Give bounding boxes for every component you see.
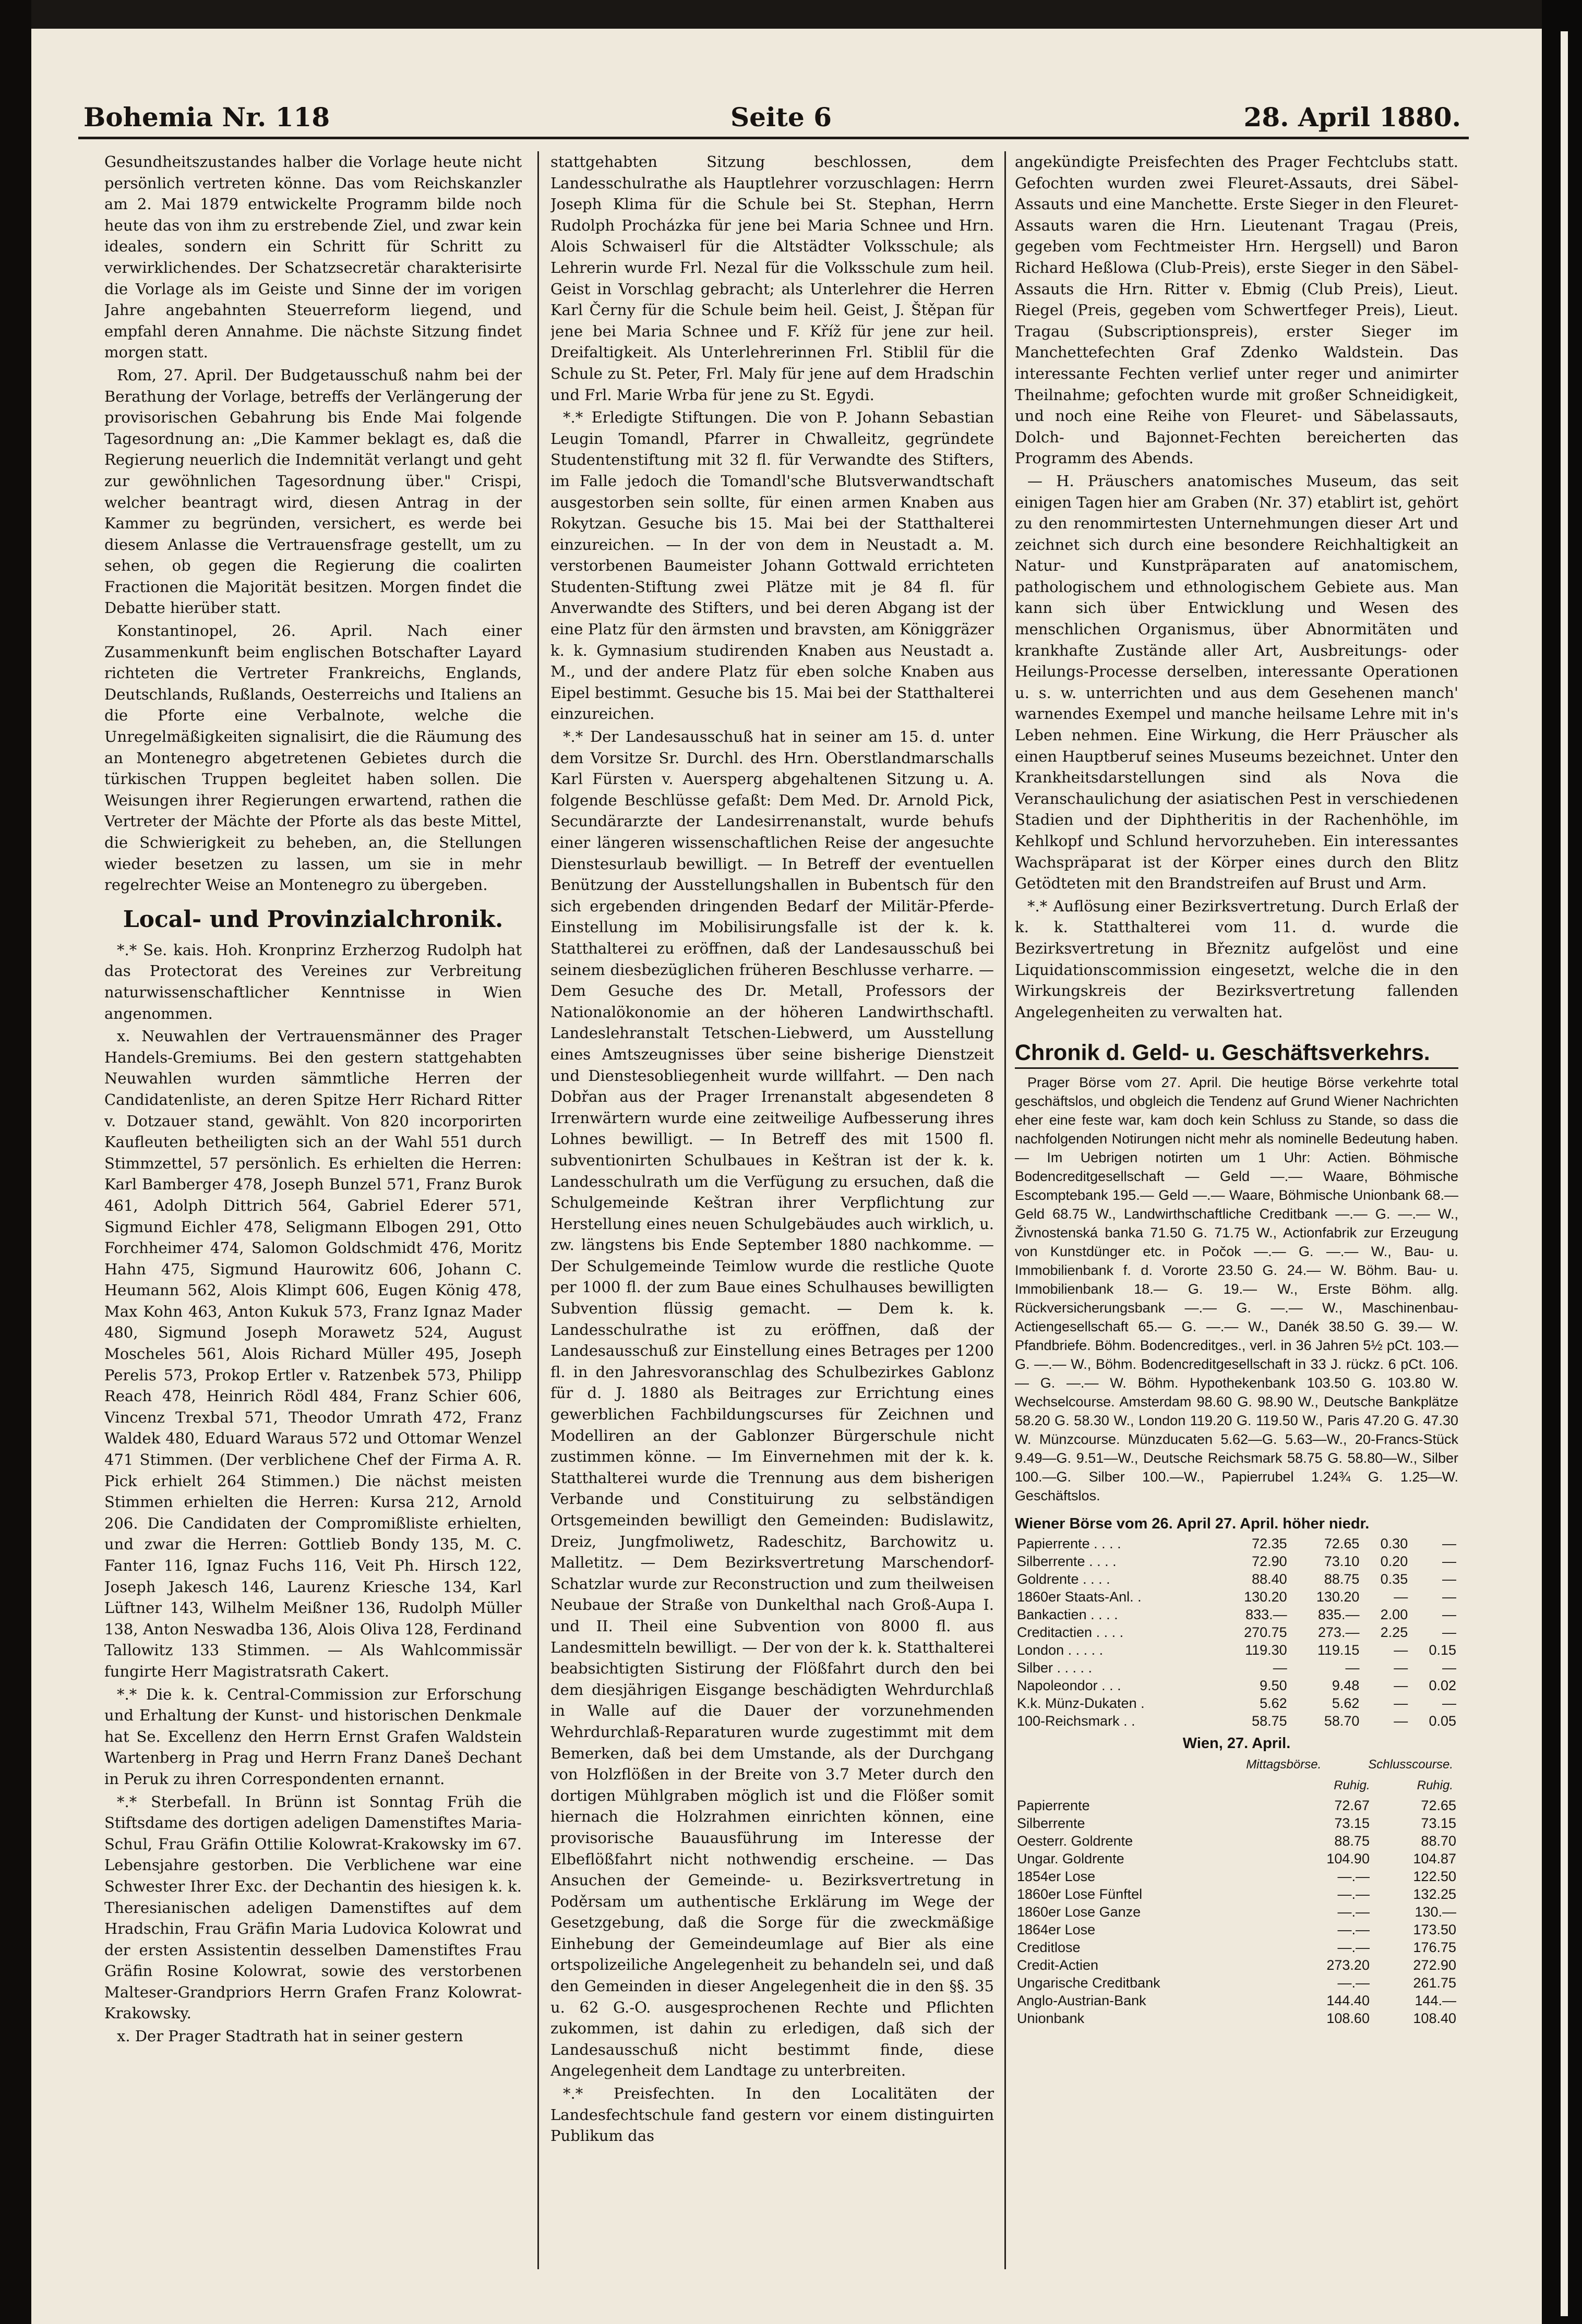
wiener-boerse-cell: 58.75 bbox=[1252, 1713, 1287, 1729]
wiener-boerse-row bbox=[1015, 1623, 1458, 1641]
wiener-boerse-row bbox=[1015, 1606, 1458, 1623]
wien-cell: Ungarische Creditbank bbox=[1017, 1974, 1160, 1991]
wiener-boerse-cell: 100-Reichsmark . . bbox=[1017, 1713, 1135, 1729]
wiener-boerse-row bbox=[1015, 1712, 1458, 1730]
wien-cell: 73.15 bbox=[1421, 1815, 1456, 1831]
wien-status-mittag: Ruhig. bbox=[1334, 1778, 1370, 1793]
wien-cell: 273.20 bbox=[1326, 1957, 1370, 1973]
wiener-boerse-row bbox=[1015, 1570, 1458, 1588]
wien-cell: Ungar. Goldrente bbox=[1017, 1850, 1124, 1867]
wien-cell: —.— bbox=[1337, 1904, 1370, 1920]
scan-left-edge bbox=[0, 0, 31, 2324]
scan-right-strip bbox=[1561, 31, 1568, 2316]
wien-cell: —.— bbox=[1337, 1868, 1370, 1884]
wiener-boerse-row bbox=[1015, 1677, 1458, 1694]
wiener-boerse-cell: 0.05 bbox=[1429, 1713, 1456, 1729]
wiener-boerse-row bbox=[1015, 1588, 1458, 1606]
chronik-heading: Chronik d. Geld- u. Geschäftsverkehrs. bbox=[1015, 1038, 1458, 1069]
wien-cell: Credit-Actien bbox=[1017, 1957, 1099, 1973]
article-kronprinz: *.* Se. kais. Hoh. Kronprinz Erzherzog Rudolph hat das Protectorat des Vereines zur Verbreitung naturwissenschaftlicher Kenntnisse in Wien angenommen. bbox=[104, 941, 522, 1022]
wiener-boerse-row bbox=[1015, 1552, 1458, 1570]
wiener-boerse-cell: Silber . . . . . bbox=[1017, 1659, 1093, 1676]
article-rom: Rom, 27. April. Der Budgetausschuß nahm bei der Berathung der Vorlage, betreffs der Verlängerung der provisorischen Gebahrung bis Ende Mai folgende Tagesordnung an: „Die Kammer beklagt es, daß die Regierung neuerlich die Indemnität verlangt und geht zur gewöhnlichen Tagesordnung über." Crispi, welcher beantragt wird, diesen Antrag in der Kammer zu begründen, versichert, es werde bei diesem Anlasse die Vertrauensfrage gestellt, um zu sehen, ob gegen die Regierung die coalirten Fractionen die Majorität besitzen. Morgen findet die Debatte hierüber statt. bbox=[104, 366, 522, 617]
wien-cell: 1864er Lose bbox=[1017, 1921, 1096, 1937]
wiener-boerse-heading: Wiener Börse vom 26. April 27. April. höher niedr. bbox=[1015, 1515, 1370, 1533]
wien-cell: —.— bbox=[1337, 1886, 1370, 1902]
column-3 bbox=[1015, 151, 1458, 2269]
wien-row bbox=[1015, 2009, 1458, 2027]
wien-heading: Wien, 27. April. bbox=[1182, 1735, 1291, 1752]
wiener-boerse-cell: — bbox=[1442, 1553, 1456, 1569]
wien-cell: 1854er Lose bbox=[1017, 1868, 1096, 1884]
wiener-boerse-cell: — bbox=[1394, 1695, 1408, 1711]
wiener-boerse-cell: 0.35 bbox=[1380, 1571, 1408, 1587]
wien-cell: 144.40 bbox=[1326, 1992, 1370, 2008]
wiener-boerse-cell: Creditactien . . . . bbox=[1017, 1624, 1124, 1640]
section-heading: Local- und Provinzialchronik. bbox=[123, 906, 504, 933]
wiener-boerse-cell: 5.62 bbox=[1332, 1695, 1360, 1711]
wiener-boerse-cell: Napoleondor . . . bbox=[1017, 1677, 1121, 1693]
wien-col-mittag: Mittagsbörse. bbox=[1246, 1757, 1322, 1772]
wiener-boerse-cell: — bbox=[1442, 1571, 1456, 1587]
wiener-boerse-cell: 0.02 bbox=[1429, 1677, 1456, 1693]
wien-cell: 72.65 bbox=[1421, 1797, 1456, 1813]
wiener-boerse-cell: 2.00 bbox=[1380, 1606, 1408, 1622]
wiener-boerse-cell: 9.50 bbox=[1260, 1677, 1287, 1693]
wiener-boerse-cell: London . . . . . bbox=[1017, 1642, 1104, 1658]
header-rule bbox=[78, 137, 1469, 139]
wien-cell: 108.40 bbox=[1413, 2010, 1456, 2026]
wiener-boerse-cell: Papierrente . . . . bbox=[1017, 1535, 1121, 1551]
article-bezirksvertretung: *.* Auflösung einer Bezirksvertretung. Durch Erlaß der k. k. Statthalterei vom 11. d. wurde die Bezirksvertretung in Březnitz aufgelöst und eine Liquidationscommission eingesetzt, welche die in den Wirkungskreis der Bezirksvertretung fallenden Angelegenheiten zu verwalten hat. bbox=[1015, 897, 1458, 1021]
wien-cell: 122.50 bbox=[1413, 1868, 1456, 1884]
wiener-boerse-cell: 1860er Staats-Anl. . bbox=[1017, 1588, 1142, 1605]
column-rule-2 bbox=[1004, 151, 1006, 2269]
wien-row bbox=[1015, 1903, 1458, 1921]
article-stadtrath: x. Der Prager Stadtrath hat in seiner gestern bbox=[117, 2027, 463, 2045]
wien-column-status bbox=[1015, 1775, 1458, 1797]
wien-cell: 132.25 bbox=[1413, 1886, 1456, 1902]
wiener-boerse-cell: 72.35 bbox=[1252, 1535, 1287, 1551]
wiener-boerse-cell: 270.75 bbox=[1244, 1624, 1287, 1640]
wiener-boerse-cell: Silberrente . . . . bbox=[1017, 1553, 1117, 1569]
wien-row bbox=[1015, 1956, 1458, 1974]
wien-cell: Unionbank bbox=[1017, 2010, 1085, 2026]
article-paragraph: Gesundheitszustandes halber die Vorlage heute nicht persönlich vertreten könne. Das vom Reichskanzler am 2. Mai 1879 entwickelte Programm bilde noch heute das von ihm zu erstrebende Ziel, und zwar kein ideales, sondern ein Schritt für Schritt zu verwirklichendes. Der Schatzsecretär charakterisirte die Vorlage als im Geiste und Sinne der im vorigen Jahre angebahnten Steuerreform liegend, und empfahl deren Annahme. Die nächste Sitzung findet morgen statt. bbox=[104, 153, 522, 362]
wien-cell: —.— bbox=[1337, 1921, 1370, 1937]
article-konstantinopel: Konstantinopel, 26. April. Nach einer Zusammenkunft beim englischen Botschafter Layard richteten die Vertreter Frankreichs, Englands, Deutschlands, Rußlands, Oesterreichs und Italiens an die Pforte eine Verbalnote, welche die Unregelmäßigkeiten signalisirt, die die Räumung des an Montenegro abgetretenen Gebietes durch die türkischen Truppen begleitet haben sollen. Die Weisungen ihrer Regierungen erwartend, rathen die Vertreter der Mächte der Pforte als das beste Mittel, die Schwierigkeit zu beheben, an, die Stellungen wieder besetzen zu lassen, um sie in mehr regelrechter Weise an Montenegro zu übergeben. bbox=[104, 622, 522, 894]
wien-row bbox=[1015, 1885, 1458, 1903]
wien-col-schluss: Schlusscourse. bbox=[1368, 1757, 1453, 1772]
wien-row bbox=[1015, 1832, 1458, 1850]
article-paragraph: stattgehabten Sitzung beschlossen, dem Landesschulrathe als Hauptlehrer vorzuschlagen: Herrn Joseph Klima für die Schule bei St. Stephan, Herrn Rudolph Procházka für jene bei Maria Schnee und Hrn. Alois Schwaiserl für die Altstädter Volksschule; als Lehrerin wurde Frl. Nezal für die Volksschule zum heil. Geist in Vorschlag gebracht; als Unterlehrer die Herren Karl Černy für die Schule beim heil. Geist, J. Štěpan für jene bei Maria Schnee und F. Kříž für jene zur heil. Dreifaltigkeit. Als Unterlehrerinnen Frl. Stiblil für die Schule zu St. Peter, Frl. Maly für jene auf dem Hradschin und Frl. Marie Wrba für jene zu St. Egydi. bbox=[550, 153, 994, 404]
wiener-boerse-cell: 72.65 bbox=[1324, 1535, 1360, 1551]
wien-row bbox=[1015, 1814, 1458, 1832]
column-rule-1 bbox=[537, 151, 539, 2269]
wien-cell: 272.90 bbox=[1413, 1957, 1456, 1973]
wiener-boerse-cell: — bbox=[1442, 1535, 1456, 1551]
wiener-boerse-cell: 9.48 bbox=[1332, 1677, 1360, 1693]
prager-boerse-report: Prager Börse vom 27. April. Die heutige Börse verkehrte total geschäftslos, und obgleich die Tendenz auf Grund Wiener Nachrichten eher eine feste war, kam doch kein Schluss zu Stande, so dass die nachfolgenden Notirungen nicht mehr als nominelle Bedeutung haben. — Im Uebrigen notirten um 1 Uhr: Actien. Böhmische Bodencreditgesellschaft — Geld —.— Waare, Böhmische Escomptebank 195.— Geld —.— Waare, Böhmische Unionbank 68.— Geld 68.75 W., Landwirthschaftliche Creditbank —.— G. —.— W., Živnostenská banka 71.50 G. 71.75 W., Actionfabrik zur Erzeugung von Kunstdünger etc. in Počok —.— G. —.— W., Bau- u. Immobilienbank f. d. Vororte 23.50 G. 24.— W. Böhm. Bau- u. Immobilienbank 18.— G. 19.— W., Erste Böhm. allg. Rückversicherungsbank —.— G. —.— W., Maschinenbau-Actiengesellschaft 65.— G. —.— W., Danék 38.50 G. 39.— W. Pfandbriefe. Böhm. Bodencreditges., verl. in 36 Jahren 5½ pCt. 103.— G. —.— W., Böhm. Bodencreditgesellschaft in 33 J. rückz. 6 pCt. 106.— G. —.— W. Böhm. Hypothekenbank 103.50 G. 103.80 W. Wechselcourse. Amsterdam 98.60 G. 98.90 W., Deutsche Bankplätze 58.20 G. 58.30 W., London 119.20 G. 119.50 W., Paris 47.20 G. 47.30 W. Münzcourse. Münzducaten 5.62—G. 5.63—W., 20-Francs-Stück 9.49—G. 9.51—W., Deutsche Reichsmark 58.75 G. 58.80—W., Silber 100.—G. Silber 100.—W., Papierrubel 1.24¾ G. 1.25—W. Geschäftslos. bbox=[1015, 1075, 1458, 1504]
wien-cell: 104.90 bbox=[1326, 1850, 1370, 1867]
wiener-boerse-cell: 72.90 bbox=[1252, 1553, 1287, 1569]
wiener-boerse-cell: 0.30 bbox=[1380, 1535, 1408, 1551]
article-stiftungen: *.* Erledigte Stiftungen. Die von P. Johann Sebastian Leugin Tomandl, Pfarrer in Chwalleitz, gegründete Studentenstiftung mit 32 fl. für Verwandte des Stifters, im Falle jedoch die Tomandl'sche Blutsverwandtschaft ausgestorben sein sollte, für einen armen Knaben aus Rokytzan. Gesuche bis 15. Mai bei der Statthalterei einzureichen. — In der von dem in Neustadt a. M. verstorbenen Baumeister Johann Gottwald errichteten Studenten-Stiftung zwei Plätze mit je 84 fl. für Anverwandte des Stifters, und bei deren Abgang ist der eine Platz für den ärmsten und bravsten, am Königgräzer k. k. Gymnasium studirenden Knaben aus Neustadt a. M., und der andere Platz für eben solche Knaben aus Eipel bestimmt. Gesuche bis 15. Mai bei der Statthalterei einzureichen. bbox=[550, 408, 994, 723]
wien-cell: 261.75 bbox=[1413, 1974, 1456, 1991]
wien-cell: 144.— bbox=[1415, 1992, 1456, 2008]
wiener-boerse-row bbox=[1015, 1659, 1458, 1677]
wien-row bbox=[1015, 1992, 1458, 2009]
article-neuwahlen: x. Neuwahlen der Vertrauensmänner des Prager Handels-Gremiums. Bei den gestern stattgehabten Neuwahlen wurden sämmtliche Herren der Candidatenliste, an deren Spitze Herr Richard Ritter v. Dotzauer stand, gewählt. Von 820 incorporirten Kaufleuten betheiligten sich an der Wahl 551 durch Stimmzettel, 57 persönlich. Es erhielten die Herren: Karl Bamberger 478, Joseph Bunzel 571, Franz Burok 461, Adolph Dittrich 564, Gabriel Ederer 571, Sigmund Eichler 478, Seligmann Elbogen 291, Otto Forchheimer 474, Salomon Goldschmidt 476, Moritz Hahn 475, Sigmund Haurowitz 606, Johann C. Heumann 562, Alois Klimpt 606, Eugen König 478, Max Kohn 463, Anton Kukuk 573, Franz Ignaz Mader 480, Sigmund Joseph Morawetz 524, August Moscheles 561, Alois Richard Müller 495, Joseph Perelis 573, Prokop Ertler v. Ratzenbek 573, Philipp Reach 478, Heinrich Rödl 484, Franz Schier 606, Vincenz Trexbal 571, Theodor Umrath 472, Franz Waldek 480, Eduard Waraus 572 und Ottomar Wenzel 471 Stimmen. (Der verblichene Chef der Firma A. R. Pick erhielt 264 Stimmen.) Die nächst meisten Stimmen erhielten die Herren: Kursa 212, Arnold 206. Die Candidaten der Compromißliste erhielten, und zwar die Herren: Gottlieb Bondy 135, M. C. Fanter 116, Ignaz Fuchs 116, Veit Ph. Hirsch 122, Joseph Jakesch 146, Laurenz Kriesche 134, Karl Lüftner 143, Wilhelm Meißner 136, Rudolph Müller 138, Anton Neswadba 136, Alois Oliva 128, Ferdinand Tallowitz 133 Stimmen. — Als Wahlcommissär fungirte Herr Magistratsrath Cakert. bbox=[104, 1027, 522, 1680]
wiener-boerse-cell: — bbox=[1273, 1659, 1287, 1676]
wiener-boerse-cell: 119.15 bbox=[1317, 1642, 1360, 1658]
wiener-boerse-cell: — bbox=[1394, 1588, 1408, 1605]
page-header bbox=[83, 102, 1461, 138]
wien-cell: 88.75 bbox=[1334, 1833, 1370, 1849]
wiener-boerse-cell: — bbox=[1394, 1677, 1408, 1693]
wiener-boerse-cell: 835.— bbox=[1317, 1606, 1360, 1622]
wien-cell: 173.50 bbox=[1413, 1921, 1456, 1937]
wien-row bbox=[1015, 1974, 1458, 1992]
wiener-boerse-cell: Goldrente . . . . bbox=[1017, 1571, 1110, 1587]
wien-cell: Creditlose bbox=[1017, 1939, 1081, 1955]
wien-cell: 176.75 bbox=[1413, 1939, 1456, 1955]
wiener-boerse-cell: 130.20 bbox=[1244, 1588, 1287, 1605]
wiener-boerse-table bbox=[1015, 1535, 1458, 1730]
wiener-boerse-cell: 58.70 bbox=[1324, 1713, 1360, 1729]
wien-cell: 72.67 bbox=[1334, 1797, 1370, 1813]
wiener-boerse-cell: — bbox=[1394, 1659, 1408, 1676]
wien-cell: 1860er Lose Ganze bbox=[1017, 1904, 1141, 1920]
wiener-boerse-cell: 273.— bbox=[1317, 1624, 1360, 1640]
wien-row bbox=[1015, 1921, 1458, 1938]
wien-table bbox=[1015, 1797, 1458, 2027]
wiener-boerse-cell: — bbox=[1442, 1659, 1456, 1676]
wien-cell: 73.15 bbox=[1334, 1815, 1370, 1831]
wien-status-schluss: Ruhig. bbox=[1417, 1778, 1453, 1793]
header-paper-issue: Bohemia Nr. 118 bbox=[83, 102, 330, 133]
wien-cell: Oesterr. Goldrente bbox=[1017, 1833, 1133, 1849]
header-page-number: Seite 6 bbox=[730, 102, 832, 133]
wiener-boerse-cell: 5.62 bbox=[1260, 1695, 1287, 1711]
wien-row bbox=[1015, 1868, 1458, 1885]
article-sterbefall: *.* Sterbefall. In Brünn ist Sonntag Früh die Stiftsdame des dortigen adeligen Damenstiftes Maria-Schul, Frau Gräfin Ottilie Kolowrat-Krakowsky im 67. Lebensjahre gestorben. Die Verblichene war eine Schwester Ihrer Exc. der Dechantin des hiesigen k. k. Theresianischen adeligen Damenstiftes auf dem Hradschin, Frau Gräfin Maria Ludovica Kolowrat und der ersten Assistentin desselben Damenstiftes Frau Gräfin Rosine Kolowrat, sowie des verstorbenen Malteser-Grandpriors Herrn Grafen Franz Kolowrat-Krakowsky. bbox=[104, 1792, 522, 2022]
article-museum: — H. Präuschers anatomisches Museum, das seit einigen Tagen hier am Graben (Nr. 37) etablirt ist, gehört zu den renommirtesten Unternehmungen dieser Art und zeichnet sich durch eine besondere Reichhaltigkeit an Natur- und Kunstpräparaten auf anatomischem, pathologischem und ethnologischem Gebiete aus. Man kann sich über Entwicklung und Wesen des menschlichen Organismus, über Abnormitäten und krankhafte Zustände aller Art, Ausbreitungs- oder Heilungs-Processe derselben, interessante Operationen u. s. w. unterrichten und aus dem Gesehenen manch' warnendes Exempel und manche heilsame Lehre mit in's Leben nehmen. Eine Wirkung, die Herr Präuscher als einen Hauptberuf seines Museums bezeichnet. Unter den Krankheitsdarstellungen sind als Nova die Veranschaulichung der asiatischen Pest in verschiedenen Stadien und der Diphtheritis in der Rachenhöhle, im Kehlkopf und Schlund hervorzuheben. Ein interessantes Wachspräparat ist der Körper eines durch den Blitz Getödteten mit den Brandstreifen auf Brust und Arm. bbox=[1015, 472, 1458, 893]
wien-row bbox=[1015, 1938, 1458, 1956]
article-paragraph: angekündigte Preisfechten des Prager Fechtclubs statt. Gefochten wurden zwei Fleuret-Assauts, drei Säbel-Assauts und eine Manchette. Erste Sieger in den Fleuret-Assauts waren die Hrn. Lieutenant Tragau (Preis, gegeben vom Fechtmeister Hrn. Hergsell) und Baron Richard Heßlowa (Club-Preis), erste Sieger in den Säbel-Assauts die Hrn. Ritter v. Ebmig (Club Preis), Lieut. Riegel (Preis, gegeben vom Schwertfeger Preis), Lieut. Tragau (Subscriptionspreis), erster Sieger im Manchettefechten Graf Zdenko Waldstein. Das interessante Fechten verlief unter reger und animirter Theilnahme; gefochten wurde mit großer Schneidigkeit, und noch eine Reihe von Fleuret- und Säbelassauts, Dolch- und Bajonnet-Fechten bereicherten das Programm des Abends. bbox=[1015, 153, 1458, 467]
wien-cell: 1860er Lose Fünftel bbox=[1017, 1886, 1143, 1902]
article-landesausschuss: *.* Der Landesausschuß hat in seiner am 15. d. unter dem Vorsitze Sr. Durchl. des Hrn. Oberstlandmarschalls Karl Fürsten v. Auersperg abgehaltenen Sitzung u. A. folgende Beschlüsse gefaßt: Dem Med. Dr. Arnold Pick, Secundärarzte der Landesirrenanstalt, wurde behufs einer längeren wissenschaftlichen Reise der angesuchte Dienstesurlaub bewilligt. — In Betreff der eventuellen Benützung der Ausstellungshallen in Bubentsch für den sich ergebenden dringenden Bedarf der Militär-Pferde-Einstellung im Mobilisirungsfalle ist der k. k. Statthalterei zu eröffnen, daß der Landesausschuß bei seinem diesbezüglichen früheren Beschlusse verharre. — Dem Gesuche des Dr. Metall, Professors der Nationalökonomie an der höheren Landwirthschaftl. Landeslehranstalt Tetschen-Liebwerd, um Ausstellung eines Amtszeugnisses über seine bisherige Dienstzeit und Dienstesobliegenheit wurde willfahrt. — Den nach Dobřan aus der Prager Irrenanstalt abgesendeten 8 Irrenwärtern wurde eine zeitweilige Aufbesserung ihres Lohnes bewilligt. — In Betreff des mit 1500 fl. subventionirten Schulbaues in Keštran ist der k. k. Landesschulrath um die Verfügung zu ersuchen, daß die Schulgemeinde Keštran ihrer Verpflichtung zur Herstellung eines neuen Schulgebäudes auch wirklich, u. zw. längstens bis Ende September 1880 nachkomme. — Der Schulgemeinde Teimlow wurde die restliche Quote per 1000 fl. der zum Baue eines Schulhauses bewilligten Subvention flüssig gemacht. — Dem k. k. Landesschulrathe ist zu eröffnen, daß der Landesausschuß zur Einstellung eines Betrages per 1200 fl. in den Jahresvoranschlag des Schulbezirkes Gablonz für d. J. 1880 als Beitrages zur Errichtung eines gewerblichen Fachbildungscurses für Zeichnen und Modelliren an der Gablonzer Bürgerschule nicht zustimmen könne. — Im Einvernehmen mit der k. k. Statthalterei wurde die Trennung aus dem bisherigen Verbande und Constituirung zu selbständigen Ortsgemeinden bewilligt den Gemeinden: Budislawitz, Dreiz, Jungfmoliwetz, Radeschitz, Barchowitz u. Malletitz. — Dem Bezirksvertretung Marschendorf-Schatzlar wurde zur Reconstruction und zum theilweisen Neubaue der Straße von Dunkelthal nach Groß-Aupa I. und II. Theil eine Subvention von 8000 fl. aus Landesmitteln bewilligt. — Der von der k. k. Statthalterei beabsichtigten Sistirung der Flößfahrt durch den bei dem diesjährigen Eisgange beschädigten Wehrdurchlaß in Walle auf die Dauer der vorzunehmenden Wehrdurchlaß-Reparaturen wurde zugestimmt mit dem Bemerken, daß bei dem Umstande, als der Durchgang von Holzflößen in der Breite von 3.7 Meter durch den dortigen Mühlgraben möglich ist und die Flößer somit hiernach die Holzrahmen einrichten können, eine provisorische Bauausführung im Interesse der Elbeflößfahrt nicht nothwendig erscheine. — Das Ansuchen der Gemeinde- u. Bezirksvertretung in Poděrsam um authentische Erklärung im Wege der Gesetzgebung, daß die Sorge für die zweckmäßige Einhebung der Gemeindeumlage auf Bier als eine ortspolizeiliche Angelegenheit zu behandeln sei, und daß den Gemeinden in dieser Angelegenheit die in den §§. 35 u. 62 G.-O. ausgesprochenen Rechte und Pflichten zukommen, ist dahin zu erledigen, daß sich der Landesausschuß nicht bestimmt finde, diese Angelegenheit dem Landtage zu unterbreiten. bbox=[550, 728, 994, 2080]
wien-row bbox=[1015, 1797, 1458, 1814]
wiener-boerse-cell: Bankactien . . . . bbox=[1017, 1606, 1118, 1622]
wiener-boerse-cell: 119.30 bbox=[1245, 1642, 1287, 1658]
wiener-boerse-cell: 0.20 bbox=[1380, 1553, 1408, 1569]
wiener-boerse-cell: — bbox=[1345, 1659, 1360, 1676]
wien-cell: —.— bbox=[1337, 1939, 1370, 1955]
column-2 bbox=[550, 151, 994, 2269]
wiener-boerse-row bbox=[1015, 1641, 1458, 1659]
wien-cell: 108.60 bbox=[1326, 2010, 1370, 2026]
wiener-boerse-cell: 0.15 bbox=[1429, 1642, 1456, 1658]
wiener-boerse-cell: — bbox=[1442, 1606, 1456, 1622]
wiener-boerse-cell: 833.— bbox=[1245, 1606, 1287, 1622]
wiener-boerse-cell: K.k. Münz-Dukaten . bbox=[1017, 1695, 1145, 1711]
wien-cell: Papierrente bbox=[1017, 1797, 1090, 1813]
article-central-commission: *.* Die k. k. Central-Commission zur Erforschung und Erhaltung der Kunst- und historischen Denkmale hat Se. Excellenz den Herrn Ernst Grafen Waldstein Wartenberg in Prag und Herrn Franz Daneš Dechant in Peruk zu ihren Correspondenten ernannt. bbox=[104, 1685, 522, 1788]
wien-row bbox=[1015, 1850, 1458, 1868]
wiener-boerse-row bbox=[1015, 1694, 1458, 1712]
wien-cell: Silberrente bbox=[1017, 1815, 1085, 1831]
article-preisfechten: *.* Preisfechten. In den Localitäten der Landesfechtschule fand gestern vor einem distinguirten Publikum das bbox=[550, 2085, 994, 2145]
wien-cell: Anglo-Austrian-Bank bbox=[1017, 1992, 1146, 2008]
wien-cell: 104.87 bbox=[1413, 1850, 1456, 1867]
wiener-boerse-cell: 88.40 bbox=[1252, 1571, 1287, 1587]
header-date: 28. April 1880. bbox=[1243, 102, 1461, 133]
wiener-boerse-cell: 130.20 bbox=[1316, 1588, 1360, 1605]
wiener-boerse-cell: — bbox=[1442, 1695, 1456, 1711]
wien-cell: —.— bbox=[1337, 1974, 1370, 1991]
wiener-boerse-cell: — bbox=[1394, 1642, 1408, 1658]
scan-right-edge bbox=[1542, 0, 1582, 2324]
wiener-boerse-cell: 73.10 bbox=[1324, 1553, 1360, 1569]
wiener-boerse-cell: — bbox=[1442, 1624, 1456, 1640]
wien-cell: 130.— bbox=[1415, 1904, 1456, 1920]
wien-cell: 88.70 bbox=[1421, 1833, 1456, 1849]
wiener-boerse-cell: — bbox=[1394, 1713, 1408, 1729]
wien-column-headers bbox=[1015, 1754, 1458, 1776]
wiener-boerse-row bbox=[1015, 1535, 1458, 1552]
column-1 bbox=[104, 151, 522, 2269]
wiener-boerse-cell: 2.25 bbox=[1380, 1624, 1408, 1640]
wiener-boerse-cell: 88.75 bbox=[1324, 1571, 1360, 1587]
wiener-boerse-cell: — bbox=[1442, 1588, 1456, 1605]
